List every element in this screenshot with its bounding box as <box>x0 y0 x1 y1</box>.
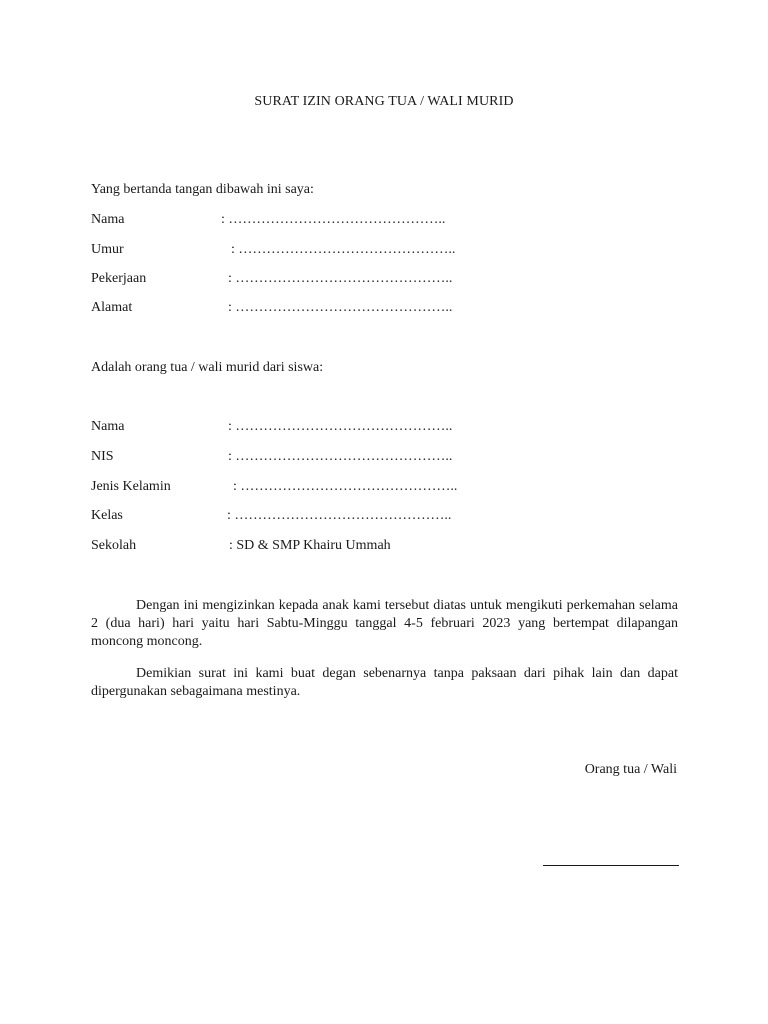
student-intro-text: Adalah orang tua / wali murid dari siswa: <box>91 360 324 375</box>
field-label: Sekolah <box>91 538 137 553</box>
field-value: : ……………………………………….. <box>228 419 453 434</box>
statement-paragraph: Demikian surat ini kami buat degan sebenarnya tanpa paksaan dari pihak lain dan dapat dipergunakan sebagaimana mestinya. <box>91 666 678 699</box>
field-value: : SD & SMP Khairu Ummah <box>229 538 391 553</box>
permission-paragraph: Dengan ini mengizinkan kepada anak kami tersebut diatas untuk mengikuti perkemahan selama 2 (dua hari) hari yaitu hari Sabtu-Minggu tanggal 4-5 februari 2023 yang bertempat dilapangan moncong moncong. <box>91 598 678 649</box>
intro-text: Yang bertanda tangan dibawah ini saya: <box>91 182 314 197</box>
field-label: NIS <box>91 449 114 464</box>
field-label: Kelas <box>91 508 123 523</box>
field-value: : ……………………………………….. <box>228 449 453 464</box>
field-value: : ……………………………………….. <box>231 242 456 257</box>
field-label: Umur <box>91 242 124 257</box>
signature-caption: Orang tua / Wali <box>584 762 677 777</box>
field-label: Pekerjaan <box>91 271 147 286</box>
field-value: : ……………………………………….. <box>228 300 453 315</box>
field-label: Alamat <box>91 300 133 315</box>
field-value: : ……………………………………….. <box>221 212 446 227</box>
field-label: Jenis Kelamin <box>91 479 171 494</box>
field-value: : ……………………………………….. <box>228 271 453 286</box>
field-value: : ……………………………………….. <box>233 479 458 494</box>
field-value: : ……………………………………….. <box>227 508 452 523</box>
document-title: SURAT IZIN ORANG TUA / WALI MURID <box>254 94 514 109</box>
field-label: Nama <box>91 212 125 227</box>
field-label: Nama <box>91 419 125 434</box>
signature-line <box>543 865 679 866</box>
